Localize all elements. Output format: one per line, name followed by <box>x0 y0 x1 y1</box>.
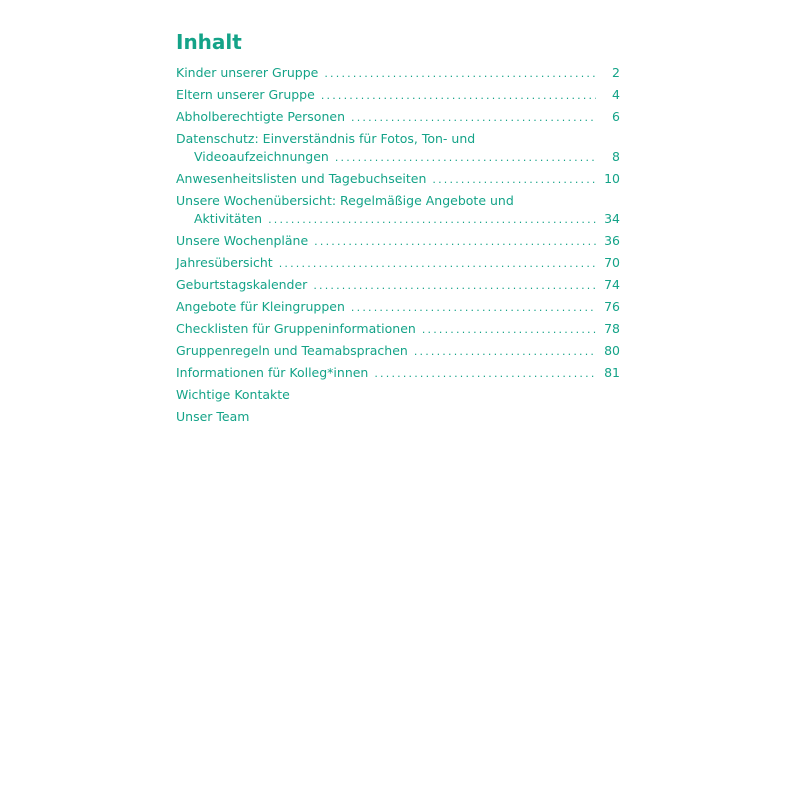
toc-entry[interactable] <box>176 342 620 360</box>
dot-leader <box>351 299 596 317</box>
toc-entry-line <box>176 108 620 126</box>
toc-entry[interactable] <box>176 86 620 104</box>
dot-leader <box>313 277 596 295</box>
toc-page-number: 4 <box>612 87 620 102</box>
table-of-contents <box>176 64 620 430</box>
toc-entry[interactable] <box>176 298 620 316</box>
toc-entry-line <box>176 298 620 316</box>
toc-entry-text: Aktivitäten <box>194 211 263 226</box>
toc-entry-line <box>176 148 620 166</box>
toc-entry[interactable] <box>176 364 620 382</box>
dot-leader <box>351 109 596 127</box>
toc-page-number: 81 <box>604 365 620 380</box>
toc-entry[interactable] <box>176 408 620 426</box>
toc-entry[interactable] <box>176 192 620 228</box>
toc-entry-line <box>176 408 620 426</box>
toc-entry-text: Videoaufzeichnungen <box>194 149 329 164</box>
toc-entry-text: Wichtige Kontakte <box>176 387 290 402</box>
toc-entry[interactable] <box>176 232 620 250</box>
toc-page-number: 34 <box>604 211 620 226</box>
toc-entry-text: Kinder unserer Gruppe <box>176 65 319 80</box>
toc-entry[interactable] <box>176 170 620 188</box>
toc-entry[interactable] <box>176 254 620 272</box>
toc-entry-text: Unsere Wochenübersicht: Regelmäßige Angebote und <box>176 193 514 208</box>
toc-page-number: 36 <box>604 233 620 248</box>
toc-entry-text: Gruppenregeln und Teamabsprachen <box>176 343 408 358</box>
toc-entry-line <box>176 210 620 228</box>
toc-entry-text: Unsere Wochenpläne <box>176 233 309 248</box>
toc-entry[interactable] <box>176 386 620 404</box>
toc-entry-text: Datenschutz: Einverständnis für Fotos, Ton- und <box>176 131 476 146</box>
toc-entry-text: Checklisten für Gruppeninformationen <box>176 321 416 336</box>
toc-entry-line <box>176 254 620 272</box>
toc-entry-line <box>176 86 620 104</box>
toc-page-number: 80 <box>604 343 620 358</box>
toc-entry-line <box>176 170 620 188</box>
toc-entry-text: Informationen für Kolleg*innen <box>176 365 369 380</box>
dot-leader <box>324 65 596 83</box>
toc-page-number: 8 <box>612 149 620 164</box>
dot-leader <box>268 211 596 229</box>
dot-leader <box>414 343 596 361</box>
toc-page-number: 74 <box>604 277 620 292</box>
toc-entry-line <box>176 232 620 250</box>
toc-entry-line <box>176 276 620 294</box>
toc-entry-text: Jahresübersicht <box>176 255 273 270</box>
toc-entry-line <box>176 342 620 360</box>
toc-page-number: 70 <box>604 255 620 270</box>
toc-entry-text: Eltern unserer Gruppe <box>176 87 315 102</box>
dot-leader <box>314 233 596 251</box>
toc-page-number: 6 <box>612 109 620 124</box>
toc-page-number: 76 <box>604 299 620 314</box>
toc-entry[interactable] <box>176 108 620 126</box>
toc-entry-text: Unser Team <box>176 409 250 424</box>
toc-page-number: 2 <box>612 65 620 80</box>
page-title: Inhalt <box>176 30 242 54</box>
toc-entry-line <box>176 364 620 382</box>
toc-entry-line <box>176 386 620 404</box>
toc-entry[interactable] <box>176 276 620 294</box>
toc-page-number: 10 <box>604 171 620 186</box>
dot-leader <box>279 255 596 273</box>
toc-entry-text: Anwesenheitslisten und Tagebuchseiten <box>176 171 427 186</box>
toc-entry[interactable] <box>176 130 620 166</box>
toc-page-number: 78 <box>604 321 620 336</box>
toc-entry-text: Geburtstagskalender <box>176 277 308 292</box>
dot-leader <box>432 171 596 189</box>
dot-leader <box>321 87 596 105</box>
dot-leader <box>422 321 596 339</box>
toc-entry-text: Angebote für Kleingruppen <box>176 299 345 314</box>
toc-entry[interactable] <box>176 320 620 338</box>
dot-leader <box>374 365 596 383</box>
toc-entry-line <box>176 320 620 338</box>
toc-entry-text: Abholberechtigte Personen <box>176 109 345 124</box>
dot-leader <box>335 149 596 167</box>
toc-entry[interactable] <box>176 64 620 82</box>
toc-entry-line <box>176 64 620 82</box>
